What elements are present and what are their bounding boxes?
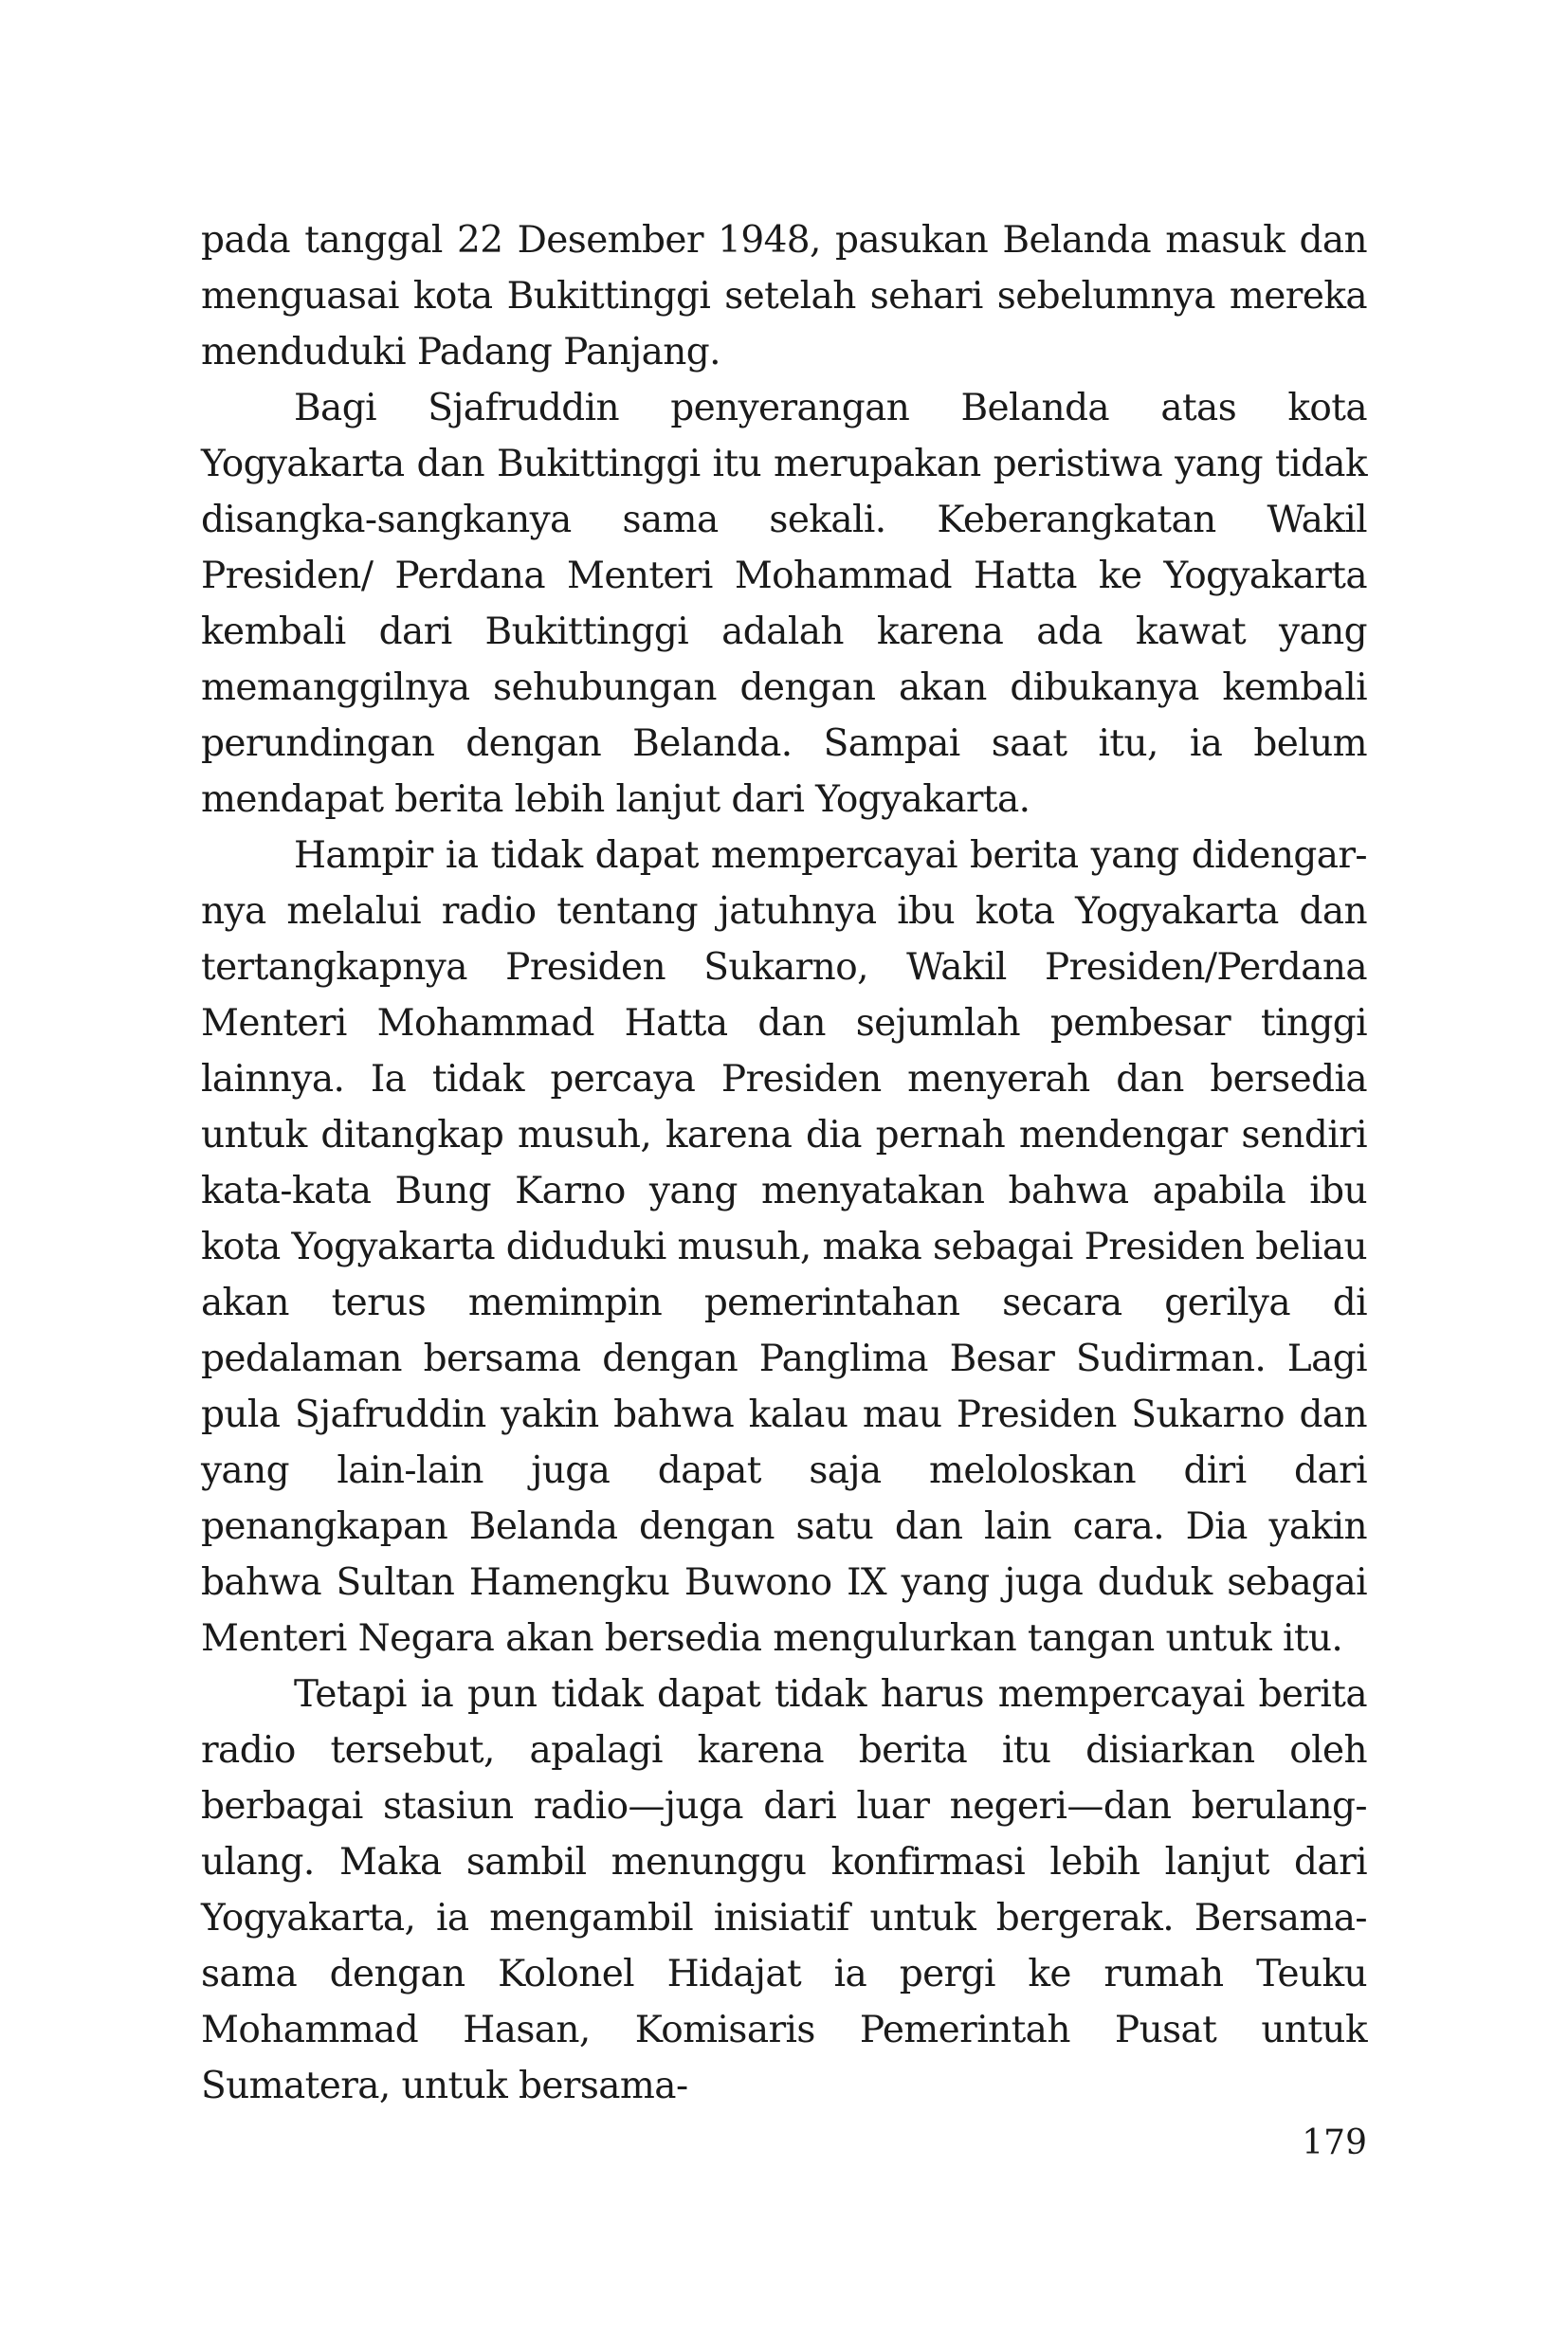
body-text	[201, 212, 1367, 2114]
paragraph-1: pada tanggal 22 Desember 1948, pasukan Belanda masuk dan menguasai kota Bukittinggi setelah sehari sebelumnya mereka menduduki Padang Panjang.	[201, 219, 1367, 373]
paragraph-4: Tetapi ia pun tidak dapat tidak harus mempercayai berita radio tersebut, apalagi karena berita itu disiarkan oleh berbagai stasiun radio—juga dari luar negeri—dan berulang-ulang. Maka sambil menunggu konfirmasi lebih lanjut dari Yogyakarta, ia mengambil inisiatif untuk bergerak. Bersama-sama dengan Kolonel Hidajat ia pergi ke rumah Teuku Mohammad Hasan, Komisaris Pemerintah Pusat untuk Sumatera, untuk bersama-	[201, 1673, 1367, 2107]
page-number: 179	[1302, 2123, 1367, 2162]
paragraph-3: Hampir ia tidak dapat mempercayai berita yang didengar-nya melalui radio tentang jatuhnya ibu kota Yogyakarta dan tertangkapnya Presiden Sukarno, Wakil Presiden/Perdana Menteri Mohammad Hatta dan sejumlah pembesar tinggi lainnya. Ia tidak percaya Presiden menyerah dan bersedia untuk ditangkap musuh, karena dia pernah mendengar sendiri kata-kata Bung Karno yang menyatakan bahwa apabila ibu kota Yogyakarta diduduki musuh, maka sebagai Presiden beliau akan terus memimpin pemerintahan secara gerilya di pedalaman bersama dengan Panglima Besar Sudirman. Lagi pula Sjafruddin yakin bahwa kalau mau Presiden Sukarno dan yang lain-lain juga dapat saja meloloskan diri dari penangkapan Belanda dengan satu dan lain cara. Dia yakin bahwa Sultan Hamengku Buwono IX yang juga duduk sebagai Menteri Negara akan bersedia mengulurkan tangan untuk itu.	[201, 834, 1367, 1660]
paragraph-2: Bagi Sjafruddin penyerangan Belanda atas kota Yogyakarta dan Bukittinggi itu merupakan peristiwa yang tidak disangka-sangkanya sama sekali. Keberangkatan Wakil Presiden/ Perdana Menteri Mohammad Hatta ke Yogyakarta kembali dari Bukittinggi adalah karena ada kawat yang memanggilnya sehubungan dengan akan dibukanya kembali perundingan dengan Belanda. Sampai saat itu, ia belum mendapat berita lebih lanjut dari Yogyakarta.	[201, 387, 1367, 821]
